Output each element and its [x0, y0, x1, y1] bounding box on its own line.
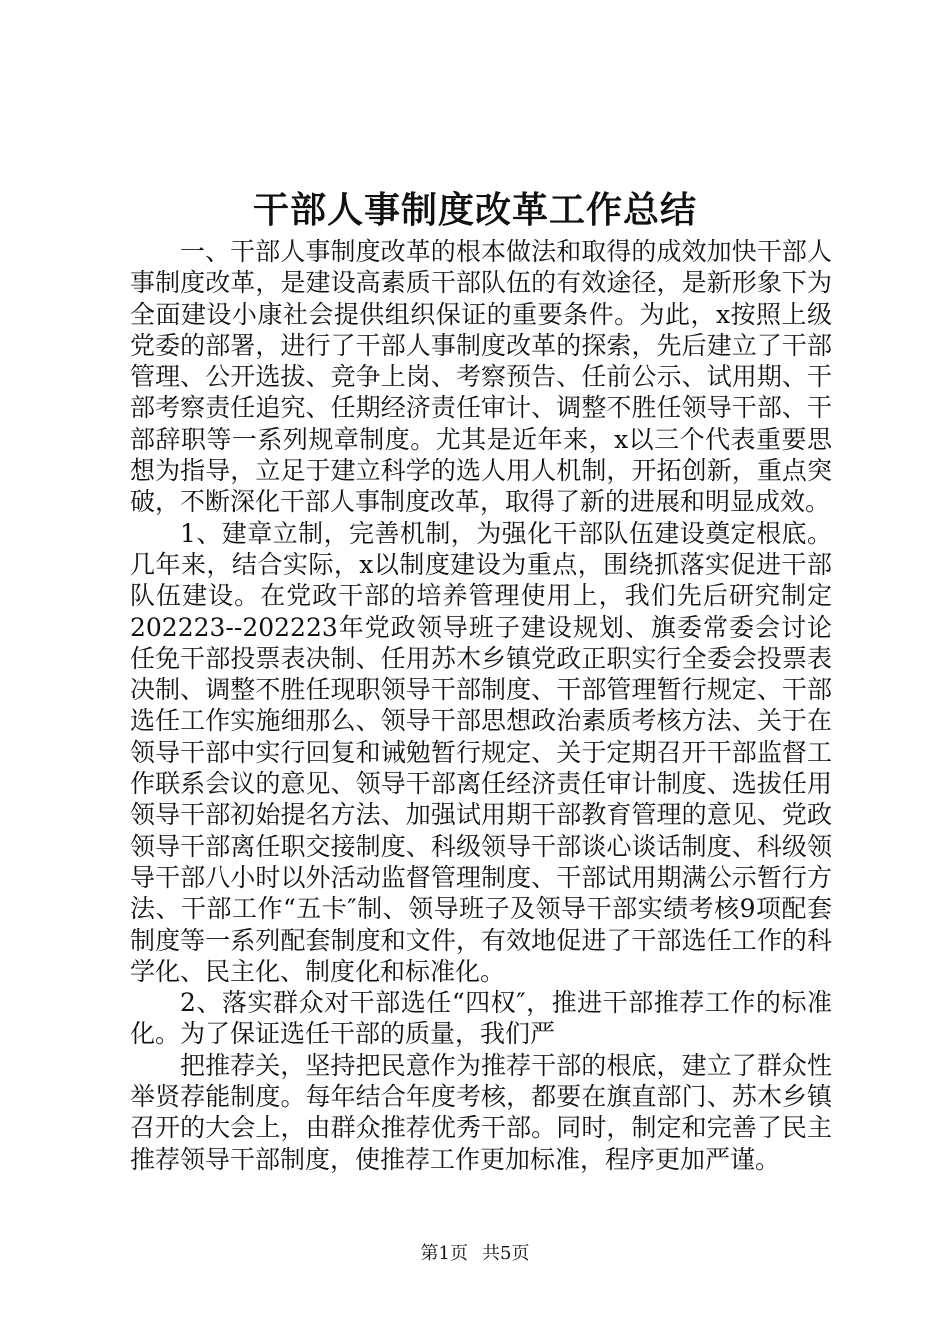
paragraph-section-1: 1、建章立制，完善机制，为强化干部队伍建设奠定根底。几年来，结合实际，x以制度建设为重点，围绕抓落实促进干部队伍建设。在党政干部的培养管理使用上，我们先后研究制定202223--202223年党政领导班子建设规划、旗委常委会讨论任免干部投票表决制、任用苏木乡镇党政正职实行全委会投票表决制、调整不胜任现职领导干部制度、干部管理暂行规定、干部选任工作实施细那么、领导干部思想政治素质考核方法、关于在领导干部中实行回复和诫勉暂行规定、关于定期召开干部监督工作联系会议的意见、领导干部离任经济责任审计制度、选拔任用领导干部初始提名方法、加强试用期干部教育管理的意见、党政领导干部离任职交接制度、科级领导干部谈心谈话制度、科级领导干部八小时以外活动监督管理制度、干部试用期满公示暂行方法、干部工作“五卡″制、领导班子及领导干部实绩考核9项配套制度等一系列配套制度和文件，有效地促进了干部选任工作的科学化、民主化、制度化和标准化。: [130, 518, 832, 986]
document-body: [130, 236, 832, 1175]
paragraph-section-2: 2、落实群众对干部选任“四权″，推进干部推荐工作的标准化。为了保证选任干部的质量，我们严: [130, 988, 832, 1049]
page-footer: [0, 1242, 950, 1266]
document-title: 干部人事制度改革工作总结: [252, 189, 697, 231]
page-number: 第1页: [420, 1243, 468, 1264]
page-total: 共5页: [482, 1243, 530, 1264]
paragraph-section-2-continued: 把推荐关，坚持把民意作为推荐干部的根底，建立了群众性举贤荐能制度。每年结合年度考核，都要在旗直部门、苏木乡镇召开的大会上，由群众推荐优秀干部。同时，制定和完善了民主推荐领导干部制度，使推荐工作更加标准，程序更加严谨。: [130, 1050, 832, 1174]
paragraph-intro: 一、干部人事制度改革的根本做法和取得的成效加快干部人事制度改革，是建设高素质干部队伍的有效途径，是新形象下为全面建设小康社会提供组织保证的重要条件。为此，x按照上级党委的部署，进行了干部人事制度改革的探索，先后建立了干部管理、公开选拔、竞争上岗、考察预告、任前公示、试用期、干部考察责任追究、任期经济责任审计、调整不胜任领导干部、干部辞职等一系列规章制度。尤其是近年来，x以三个代表重要思想为指导，立足于建立科学的选人用人机制，开拓创新，重点突破，不断深化干部人事制度改革，取得了新的进展和明显成效。: [130, 237, 832, 517]
